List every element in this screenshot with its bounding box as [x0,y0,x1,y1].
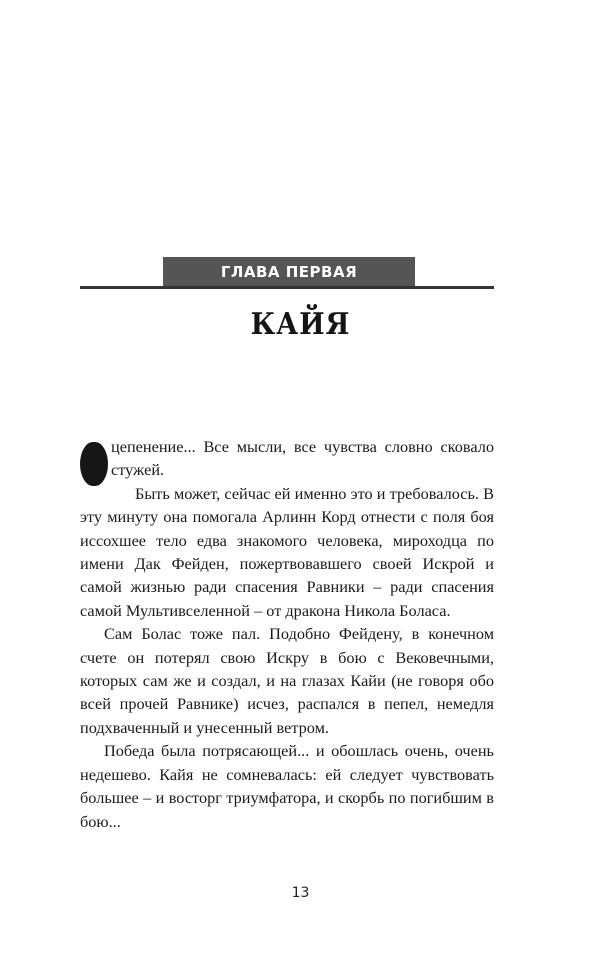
page-number: 13 [291,885,310,901]
paragraph-4: Победа была потрясающей... и обошлась очень, очень недешево. Кайя не сомневалась: ей следует чувствовать большее – и восторг триумфатора, и скорбь по погибшим в бою... [80,741,494,831]
paragraph-2: Быть может, сейчас ей именно это и требовалось. В эту минуту она помогала Арлинн Корд отнести с поля боя иссохшее тело едва знакомого человека, мироходца по имени Дак Фейден, пожертвовавшего своей Искрой и самой жизнью ради спасения Равники – ради спасения самой Мультивселенной – от дракона Никола Боласа. [80,483,494,620]
chapter-divider [80,286,494,289]
chapter-label: ГЛАВА ПЕРВАЯ [163,257,415,286]
first-paragraph-text: цепенение... Все мысли, все чувства словно сковало стужей. [111,437,494,480]
body-text [80,435,494,833]
chapter-title: КАЙЯ [250,307,351,342]
paragraph-1 [80,435,494,482]
paragraph-3: Сам Болас тоже пал. Подобно Фейдену, в конечном счете он потерял свою Искру в бою с Вековечными, которых сам же и создал, и на глазах Кайи (не говоря обо всей прочей Равнике) исчез, распался в пепел, немедля подхваченный и унесенный ветром. [80,624,494,737]
dropcap-letter [80,442,108,486]
